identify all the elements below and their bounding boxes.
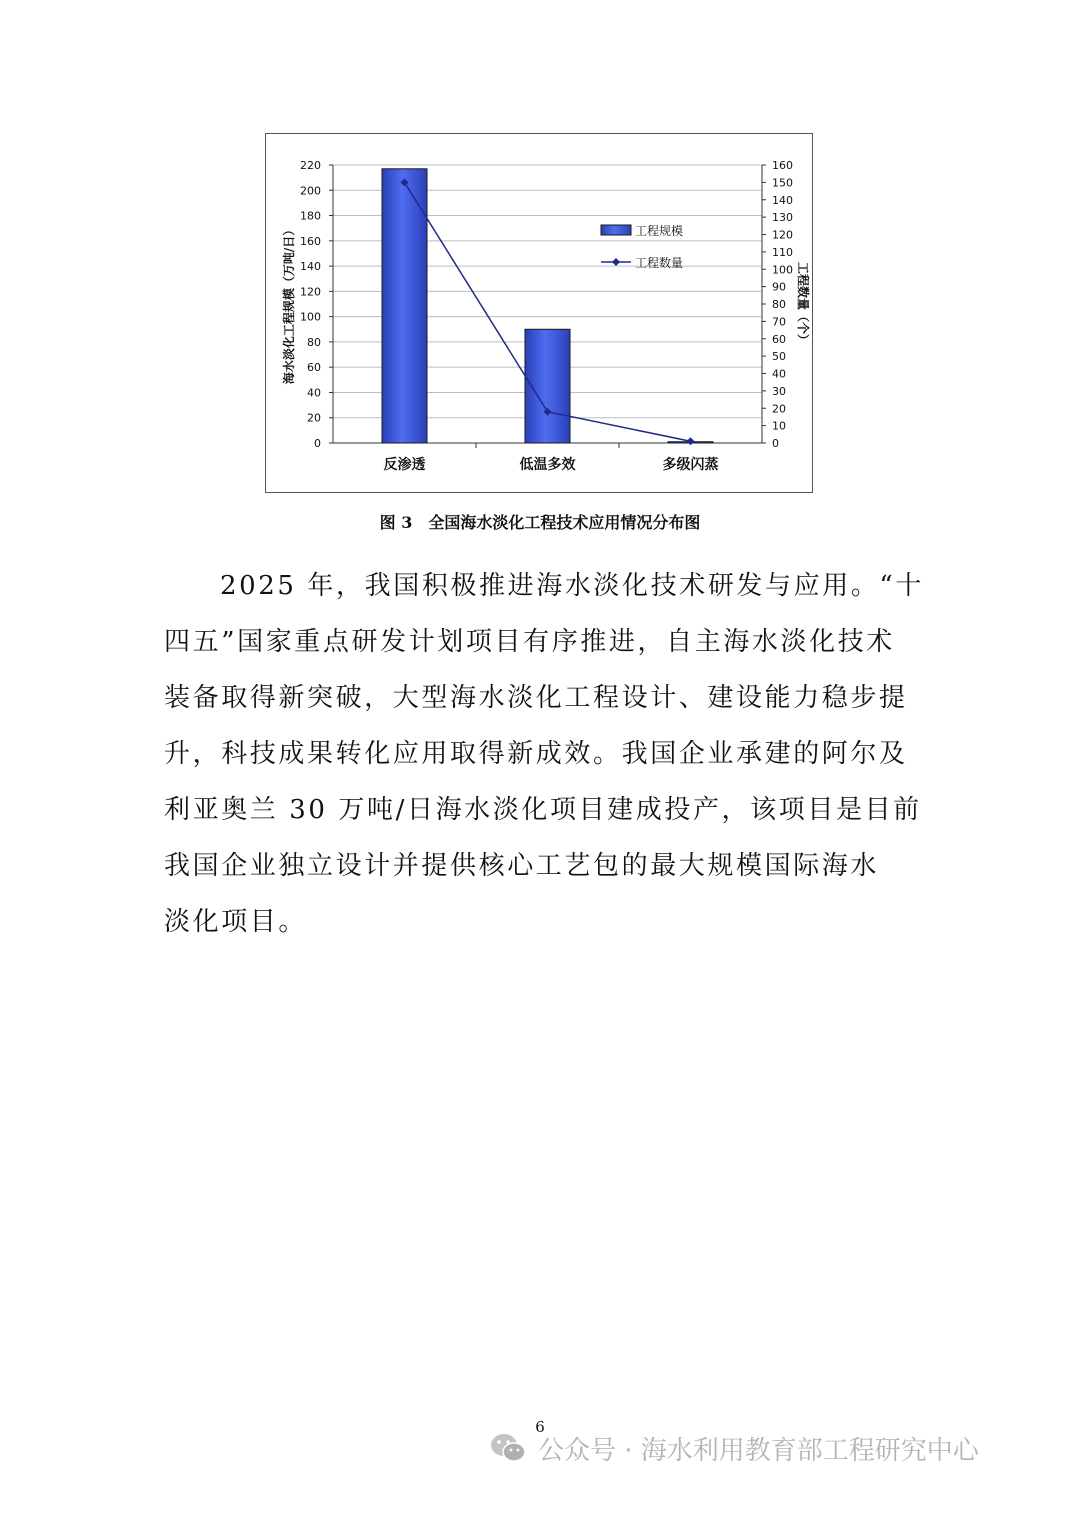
y-tick-label-left: 100 [300,310,321,324]
y-tick-label-left: 60 [307,361,321,375]
wechat-icon [488,1431,528,1465]
y-tick-label-left: 140 [300,260,321,274]
x-tick-label: 低温多效 [519,457,576,473]
y-tick-label-right: 150 [772,176,793,190]
y-tick-label-right: 140 [772,193,793,207]
chart-svg [266,134,812,492]
y-tick-label-right: 40 [772,367,786,381]
y-tick-label-right: 30 [772,384,786,398]
y-tick-label-left: 0 [314,437,321,450]
y-axis-title-left: 海水淡化工程规模（万吨/日） [282,223,296,385]
y-tick-label-left: 200 [300,184,321,198]
y-tick-label-left: 20 [307,411,321,425]
y-tick-label-left: 40 [307,386,321,400]
x-tick-label: 多级闪蒸 [662,457,719,473]
watermark-text: 公众号 · 海水利用教育部工程研究中心 [538,1435,979,1466]
y-tick-label-left: 120 [300,285,321,299]
legend-bar-swatch [601,225,631,235]
y-tick-label-left: 220 [300,159,321,172]
legend-label: 工程规模 [635,224,684,238]
y-tick-label-left: 80 [307,335,321,349]
y-axis-title-right: 工程数量（个） [796,261,810,347]
legend-label: 工程数量 [635,256,684,270]
y-tick-label-right: 60 [772,332,786,346]
chart-figure [265,133,813,493]
x-tick-label: 反渗透 [383,457,426,473]
body-paragraph [164,558,924,950]
bar [382,169,427,443]
body-line: 四五”国家重点研发计划项目有序推进，自主海水淡化技术 [164,627,895,657]
page-number: 6 [535,1418,545,1436]
y-tick-label-right: 120 [772,228,793,242]
y-tick-label-right: 70 [772,315,786,329]
y-tick-label-right: 10 [772,419,786,433]
body-line: 我国企业独立设计并提供核心工艺包的最大规模国际海水 [164,851,880,881]
y-tick-label-right: 100 [772,263,793,277]
y-tick-label-right: 50 [772,350,786,364]
y-tick-label-right: 90 [772,280,786,294]
y-tick-label-right: 160 [772,159,793,172]
body-line: 升，科技成果转化应用取得新成效。我国企业承建的阿尔及 [164,739,908,769]
body-line: 淡化项目。 [164,907,308,937]
y-tick-label-left: 160 [300,234,321,248]
watermark [488,1430,979,1466]
y-tick-label-left: 180 [300,209,321,223]
y-tick-label-right: 0 [772,437,779,450]
y-tick-label-right: 20 [772,402,786,416]
line-point [687,437,695,445]
legend-line-marker [612,258,620,266]
figure-caption: 图 3 全国海水淡化工程技术应用情况分布图 [379,513,701,532]
y-tick-label-right: 80 [772,298,786,311]
body-line: 利亚奥兰 30 万吨/日海水淡化项目建成投产，该项目是目前 [164,795,922,825]
body-line: 装备取得新突破，大型海水淡化工程设计、建设能力稳步提 [164,683,908,713]
body-line: 2025 年，我国积极推进海水淡化技术研发与应用。“十 [220,571,924,601]
y-tick-label-right: 110 [772,245,793,259]
y-tick-label-right: 130 [772,211,793,225]
